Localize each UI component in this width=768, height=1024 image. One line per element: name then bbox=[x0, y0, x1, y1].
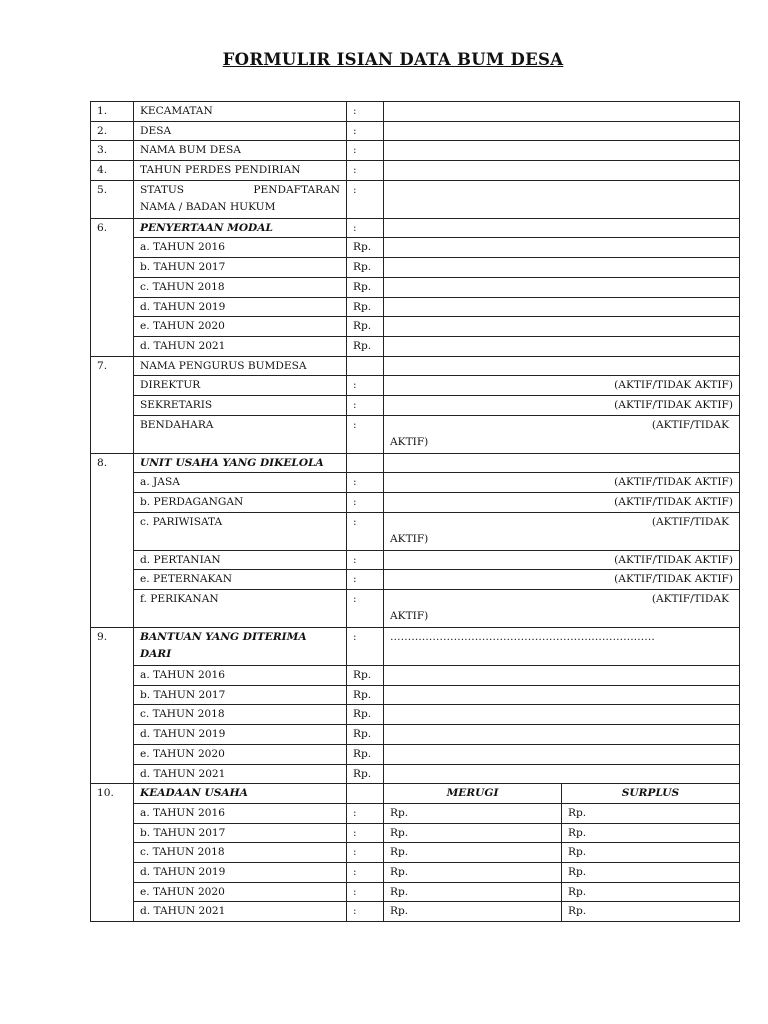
year-label: b. TAHUN 2017 bbox=[134, 258, 347, 278]
row-nama-bum-desa bbox=[91, 141, 740, 161]
colon: : bbox=[347, 550, 384, 570]
form-title: FORMULIR ISIAN DATA BUM DESA bbox=[222, 50, 564, 69]
row-label: NAMA BUM DESA bbox=[134, 141, 347, 161]
year-label: c. TAHUN 2018 bbox=[134, 705, 347, 725]
bantuan-source-field[interactable]: ………………………………………………………………… bbox=[384, 628, 740, 666]
year-label: d. TAHUN 2021 bbox=[134, 336, 347, 356]
status-option[interactable]: (AKTIF/TIDAK AKTIF) bbox=[384, 415, 740, 453]
status-option[interactable]: (AKTIF/TIDAK AKTIF) bbox=[384, 473, 740, 493]
colon: : bbox=[347, 803, 384, 823]
role-label: BENDAHARA bbox=[134, 415, 347, 453]
colon: : bbox=[347, 141, 384, 161]
year-label: c. TAHUN 2018 bbox=[134, 277, 347, 297]
year-label: a. TAHUN 2016 bbox=[134, 803, 347, 823]
section-label: KEADAAN USAHA bbox=[134, 784, 347, 804]
section-label: PENYERTAAN MODAL bbox=[134, 218, 347, 238]
amount-field[interactable] bbox=[384, 705, 740, 725]
amount-field[interactable] bbox=[384, 258, 740, 278]
colon: : bbox=[347, 843, 384, 863]
modal-row bbox=[91, 297, 740, 317]
year-label: a. TAHUN 2016 bbox=[134, 666, 347, 686]
year-label: d. TAHUN 2019 bbox=[134, 862, 347, 882]
currency-label: Rp. bbox=[347, 725, 384, 745]
currency-label: Rp. bbox=[347, 277, 384, 297]
colon-cell-empty bbox=[347, 356, 384, 376]
section-label: NAMA PENGURUS BUMDESA bbox=[134, 356, 347, 376]
colon-cell-empty bbox=[347, 453, 384, 473]
row-label: TAHUN PERDES PENDIRIAN bbox=[134, 161, 347, 181]
row-number: 1. bbox=[91, 102, 134, 122]
status-pendaftaran-field[interactable] bbox=[384, 180, 740, 218]
row-number: 6. bbox=[91, 218, 134, 356]
row-number: 7. bbox=[91, 356, 134, 453]
modal-field[interactable] bbox=[384, 218, 740, 238]
bantuan-row bbox=[91, 666, 740, 686]
merugi-field[interactable]: Rp. bbox=[384, 902, 562, 922]
modal-row bbox=[91, 277, 740, 297]
amount-field[interactable] bbox=[384, 277, 740, 297]
modal-row bbox=[91, 336, 740, 356]
year-label: e. TAHUN 2020 bbox=[134, 744, 347, 764]
year-label: d. TAHUN 2019 bbox=[134, 725, 347, 745]
row-desa bbox=[91, 121, 740, 141]
currency-label: Rp. bbox=[347, 297, 384, 317]
currency-label: Rp. bbox=[347, 238, 384, 258]
amount-field[interactable] bbox=[384, 297, 740, 317]
pengurus-field[interactable] bbox=[384, 356, 740, 376]
colon: : bbox=[347, 882, 384, 902]
unit-label: f. PERIKANAN bbox=[134, 590, 347, 628]
unit-row bbox=[91, 590, 740, 628]
colon: : bbox=[347, 415, 384, 453]
currency-label: Rp. bbox=[347, 764, 384, 784]
section-label: BANTUAN YANG DITERIMA DARI bbox=[134, 628, 347, 666]
row-status-pendaftaran bbox=[91, 180, 740, 218]
status-option[interactable]: (AKTIF/TIDAK AKTIF) bbox=[384, 376, 740, 396]
colon: : bbox=[347, 902, 384, 922]
surplus-field[interactable]: Rp. bbox=[562, 862, 740, 882]
colon: : bbox=[347, 161, 384, 181]
surplus-field[interactable]: Rp. bbox=[562, 803, 740, 823]
nama-bum-desa-field[interactable] bbox=[384, 141, 740, 161]
merugi-field[interactable]: Rp. bbox=[384, 823, 562, 843]
row-keadaan-usaha bbox=[91, 784, 740, 804]
row-label: KECAMATAN bbox=[134, 102, 347, 122]
tahun-perdes-field[interactable] bbox=[384, 161, 740, 181]
colon: : bbox=[347, 823, 384, 843]
amount-field[interactable] bbox=[384, 764, 740, 784]
year-label: c. TAHUN 2018 bbox=[134, 843, 347, 863]
year-label: b. TAHUN 2017 bbox=[134, 823, 347, 843]
unit-label: c. PARIWISATA bbox=[134, 512, 347, 550]
status-option[interactable]: (AKTIF/TIDAK AKTIF) bbox=[384, 570, 740, 590]
year-label: d. TAHUN 2019 bbox=[134, 297, 347, 317]
unit-row bbox=[91, 570, 740, 590]
merugi-field[interactable]: Rp. bbox=[384, 803, 562, 823]
keadaan-row bbox=[91, 803, 740, 823]
amount-field[interactable] bbox=[384, 336, 740, 356]
row-label: DESA bbox=[134, 121, 347, 141]
colon: : bbox=[347, 376, 384, 396]
modal-row bbox=[91, 317, 740, 337]
pengurus-row bbox=[91, 395, 740, 415]
status-option[interactable]: (AKTIF/TIDAK AKTIF) bbox=[384, 395, 740, 415]
status-option[interactable]: (AKTIF/TIDAK AKTIF) bbox=[384, 493, 740, 513]
status-option[interactable]: (AKTIF/TIDAK AKTIF) bbox=[384, 590, 740, 628]
amount-field[interactable] bbox=[384, 685, 740, 705]
year-label: d. TAHUN 2021 bbox=[134, 764, 347, 784]
keadaan-row bbox=[91, 882, 740, 902]
colon: : bbox=[347, 395, 384, 415]
pengurus-row bbox=[91, 415, 740, 453]
keadaan-row bbox=[91, 862, 740, 882]
colon-cell-empty bbox=[347, 784, 384, 804]
merugi-field[interactable]: Rp. bbox=[384, 862, 562, 882]
amount-field[interactable] bbox=[384, 238, 740, 258]
year-label: b. TAHUN 2017 bbox=[134, 685, 347, 705]
amount-field[interactable] bbox=[384, 725, 740, 745]
year-label: e. TAHUN 2020 bbox=[134, 317, 347, 337]
currency-label: Rp. bbox=[347, 258, 384, 278]
row-nama-pengurus bbox=[91, 356, 740, 376]
status-option[interactable]: (AKTIF/TIDAK AKTIF) bbox=[384, 512, 740, 550]
colon: : bbox=[347, 102, 384, 122]
modal-row bbox=[91, 238, 740, 258]
amount-field[interactable] bbox=[384, 666, 740, 686]
row-number: 3. bbox=[91, 141, 134, 161]
bum-desa-form-table bbox=[90, 101, 740, 922]
colon: : bbox=[347, 218, 384, 238]
unit-row bbox=[91, 473, 740, 493]
row-number: 8. bbox=[91, 453, 134, 627]
row-number: 5. bbox=[91, 180, 134, 218]
colon: : bbox=[347, 590, 384, 628]
bantuan-row bbox=[91, 764, 740, 784]
amount-field[interactable] bbox=[384, 317, 740, 337]
surplus-field[interactable]: Rp. bbox=[562, 843, 740, 863]
unit-field[interactable] bbox=[384, 453, 740, 473]
bantuan-row bbox=[91, 685, 740, 705]
bantuan-row bbox=[91, 705, 740, 725]
unit-label: b. PERDAGANGAN bbox=[134, 493, 347, 513]
unit-row bbox=[91, 493, 740, 513]
role-label: SEKRETARIS bbox=[134, 395, 347, 415]
merugi-header: MERUGI bbox=[384, 784, 562, 804]
currency-label: Rp. bbox=[347, 744, 384, 764]
row-label: STATUS PENDAFTARAN NAMA / BADAN HUKUM bbox=[134, 180, 347, 218]
row-unit-usaha bbox=[91, 453, 740, 473]
unit-label: a. JASA bbox=[134, 473, 347, 493]
unit-label: e. PETERNAKAN bbox=[134, 570, 347, 590]
row-number: 10. bbox=[91, 784, 134, 922]
merugi-field[interactable]: Rp. bbox=[384, 882, 562, 902]
currency-label: Rp. bbox=[347, 317, 384, 337]
kecamatan-field[interactable] bbox=[384, 102, 740, 122]
unit-row bbox=[91, 550, 740, 570]
year-label: d. TAHUN 2021 bbox=[134, 902, 347, 922]
amount-field[interactable] bbox=[384, 744, 740, 764]
row-kecamatan bbox=[91, 102, 740, 122]
desa-field[interactable] bbox=[384, 121, 740, 141]
surplus-field[interactable]: Rp. bbox=[562, 882, 740, 902]
unit-label: d. PERTANIAN bbox=[134, 550, 347, 570]
colon: : bbox=[347, 862, 384, 882]
modal-row bbox=[91, 258, 740, 278]
keadaan-row bbox=[91, 843, 740, 863]
colon: : bbox=[347, 473, 384, 493]
role-label: DIREKTUR bbox=[134, 376, 347, 396]
colon: : bbox=[347, 628, 384, 666]
currency-label: Rp. bbox=[347, 666, 384, 686]
surplus-header: SURPLUS bbox=[562, 784, 740, 804]
row-tahun-perdes bbox=[91, 161, 740, 181]
keadaan-row bbox=[91, 823, 740, 843]
section-label: UNIT USAHA YANG DIKELOLA bbox=[134, 453, 347, 473]
colon: : bbox=[347, 512, 384, 550]
row-number: 4. bbox=[91, 161, 134, 181]
colon: : bbox=[347, 180, 384, 218]
unit-row bbox=[91, 512, 740, 550]
year-label: e. TAHUN 2020 bbox=[134, 882, 347, 902]
status-option[interactable]: (AKTIF/TIDAK AKTIF) bbox=[384, 550, 740, 570]
row-penyertaan-modal bbox=[91, 218, 740, 238]
row-number: 9. bbox=[91, 628, 134, 784]
currency-label: Rp. bbox=[347, 336, 384, 356]
colon: : bbox=[347, 121, 384, 141]
row-number: 2. bbox=[91, 121, 134, 141]
year-label: a. TAHUN 2016 bbox=[134, 238, 347, 258]
currency-label: Rp. bbox=[347, 685, 384, 705]
currency-label: Rp. bbox=[347, 705, 384, 725]
colon: : bbox=[347, 570, 384, 590]
bantuan-row bbox=[91, 744, 740, 764]
surplus-field[interactable]: Rp. bbox=[562, 823, 740, 843]
colon: : bbox=[347, 493, 384, 513]
bantuan-row bbox=[91, 725, 740, 745]
merugi-field[interactable]: Rp. bbox=[384, 843, 562, 863]
surplus-field[interactable]: Rp. bbox=[562, 902, 740, 922]
row-bantuan bbox=[91, 628, 740, 666]
pengurus-row bbox=[91, 376, 740, 396]
keadaan-row bbox=[91, 902, 740, 922]
